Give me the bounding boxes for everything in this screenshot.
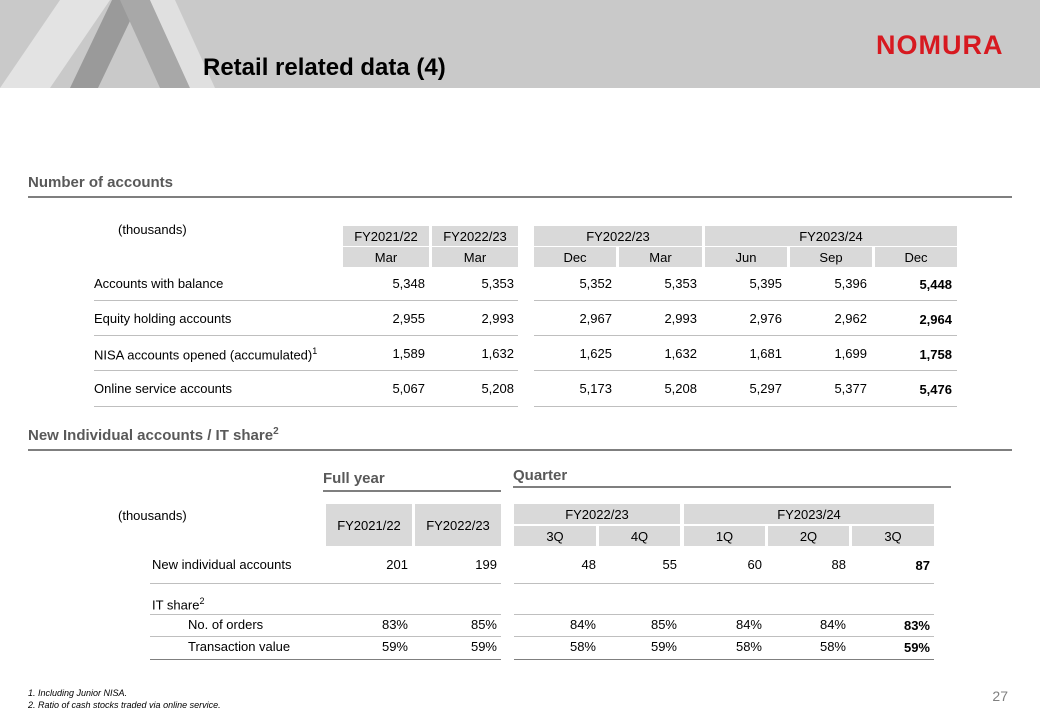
it-share-label: IT share$^2$ (152, 596, 205, 613)
table-cell-latest: 5,448 (919, 277, 952, 292)
accounts-unit-label: (thousands) (118, 222, 187, 237)
table-cell: 2,993 (481, 311, 514, 326)
table-cell: 5,348 (392, 276, 425, 291)
row-label: New individual accounts (152, 557, 292, 572)
table-cell: 59% (650, 639, 677, 654)
footnote-marker: 2 (273, 426, 279, 437)
table-cell: 1,625 (579, 346, 612, 361)
row-label: Transaction value (188, 639, 291, 654)
row-divider (534, 370, 957, 371)
table-cell: 1,699 (834, 346, 867, 361)
row-divider (150, 659, 501, 660)
row-divider (94, 300, 518, 301)
row-divider (534, 335, 957, 336)
table-cell: 1,589 (392, 346, 425, 361)
table-cell: 58% (819, 639, 846, 654)
row-divider (150, 636, 501, 637)
table-cell: 201 (386, 557, 408, 572)
table-cell: 2,955 (392, 311, 425, 326)
table-cell: 83% (381, 617, 408, 632)
quarter-group-header: FY2022/23 (534, 226, 702, 246)
table-cell: 2,967 (579, 311, 612, 326)
table-cell: 5,297 (749, 381, 782, 396)
table-cell: 88 (831, 557, 846, 572)
row-divider (150, 614, 501, 615)
table-cell: 5,395 (749, 276, 782, 291)
row-divider (94, 335, 518, 336)
table-cell: 58% (735, 639, 762, 654)
fy-header: FY2022/23 (415, 504, 501, 546)
quarter-month-header: Dec (534, 247, 616, 267)
page-number: 27 (992, 688, 1008, 704)
quarter-underline (513, 486, 951, 488)
page-title: Retail related data (4) (203, 54, 446, 81)
table-cell: 199 (475, 557, 497, 572)
quarter-group-header: FY2022/23 (514, 504, 680, 524)
table-cell: 1,632 (481, 346, 514, 361)
new-accounts-section-title: New Individual accounts / IT share$^2$ (28, 426, 279, 444)
table-cell: 1,632 (664, 346, 697, 361)
table-cell-latest: 1,758 (919, 347, 952, 362)
quarter-col-header: 1Q (684, 526, 765, 546)
quarter-group-header: FY2023/24 (684, 504, 934, 524)
fy-header: FY2022/23 (432, 226, 518, 246)
table-cell: 58% (569, 639, 596, 654)
row-divider (514, 659, 934, 660)
quarter-month-header: Mar (619, 247, 702, 267)
footnote-marker: 2 (199, 596, 205, 606)
table-cell-latest: 87 (915, 558, 930, 573)
quarter-col-header: 4Q (599, 526, 680, 546)
quarter-group-header: FY2023/24 (705, 226, 957, 246)
table-cell: 5,067 (392, 381, 425, 396)
table-cell: 2,993 (664, 311, 697, 326)
fy-header: FY2021/22 (343, 226, 429, 246)
quarter-col-header: 3Q (514, 526, 596, 546)
table-cell: 59% (470, 639, 497, 654)
table-cell: 5,208 (481, 381, 514, 396)
row-divider (534, 300, 957, 301)
table-cell-latest: 2,964 (919, 312, 952, 327)
quarter-month-header: Jun (705, 247, 787, 267)
table-cell: 5,353 (481, 276, 514, 291)
table-cell: 2,976 (749, 311, 782, 326)
footnote-2: 2. Ratio of cash stocks traded via online service. (28, 700, 221, 710)
new-accounts-unit-label: (thousands) (118, 508, 187, 523)
quarter-col-header: 3Q (852, 526, 934, 546)
table-cell: 55 (662, 557, 677, 572)
table-cell-latest: 5,476 (919, 382, 952, 397)
full-year-underline (323, 490, 501, 492)
quarter-month-header: Sep (790, 247, 872, 267)
row-label: NISA accounts opened (accumulated)$^1$ (94, 346, 318, 363)
row-label: Accounts with balance (94, 276, 224, 291)
row-divider (150, 583, 501, 584)
fy-header: FY2021/22 (326, 504, 412, 546)
table-cell: 5,208 (664, 381, 697, 396)
table-cell: 59% (381, 639, 408, 654)
table-cell: 84% (569, 617, 596, 632)
fy-month-header: Mar (343, 247, 429, 267)
row-label: No. of orders (188, 617, 264, 632)
quarter-month-header: Dec (875, 247, 957, 267)
row-divider (514, 583, 934, 584)
table-cell: 85% (470, 617, 497, 632)
nomura-logo: NOMURA (876, 30, 1004, 60)
table-cell-latest: 83% (903, 618, 930, 633)
full-year-label: Full year (323, 470, 385, 487)
quarter-col-header: 2Q (768, 526, 849, 546)
table-cell: 84% (819, 617, 846, 632)
table-cell: 5,352 (579, 276, 612, 291)
quarter-label: Quarter (513, 467, 568, 484)
row-divider (514, 614, 934, 615)
table-cell-latest: 59% (903, 640, 930, 655)
section-divider (28, 196, 1012, 198)
footnote-marker: 1 (312, 346, 318, 356)
table-cell: 60 (747, 557, 762, 572)
row-divider (94, 370, 518, 371)
table-cell: 85% (650, 617, 677, 632)
row-divider (514, 636, 934, 637)
accounts-section-title: Number of accounts (28, 174, 174, 191)
row-divider (534, 406, 957, 407)
footnote-1: 1. Including Junior NISA. (28, 688, 128, 698)
section-divider (28, 449, 1012, 451)
table-cell: 5,353 (664, 276, 697, 291)
table-cell: 84% (735, 617, 762, 632)
table-cell: 1,681 (749, 346, 782, 361)
table-cell: 5,377 (834, 381, 867, 396)
table-cell: 5,173 (579, 381, 612, 396)
row-label: Online service accounts (94, 381, 233, 396)
row-divider (94, 406, 518, 407)
fy-month-header: Mar (432, 247, 518, 267)
table-cell: 2,962 (834, 311, 867, 326)
row-label: Equity holding accounts (94, 311, 232, 326)
table-cell: 5,396 (834, 276, 867, 291)
table-cell: 48 (581, 557, 596, 572)
